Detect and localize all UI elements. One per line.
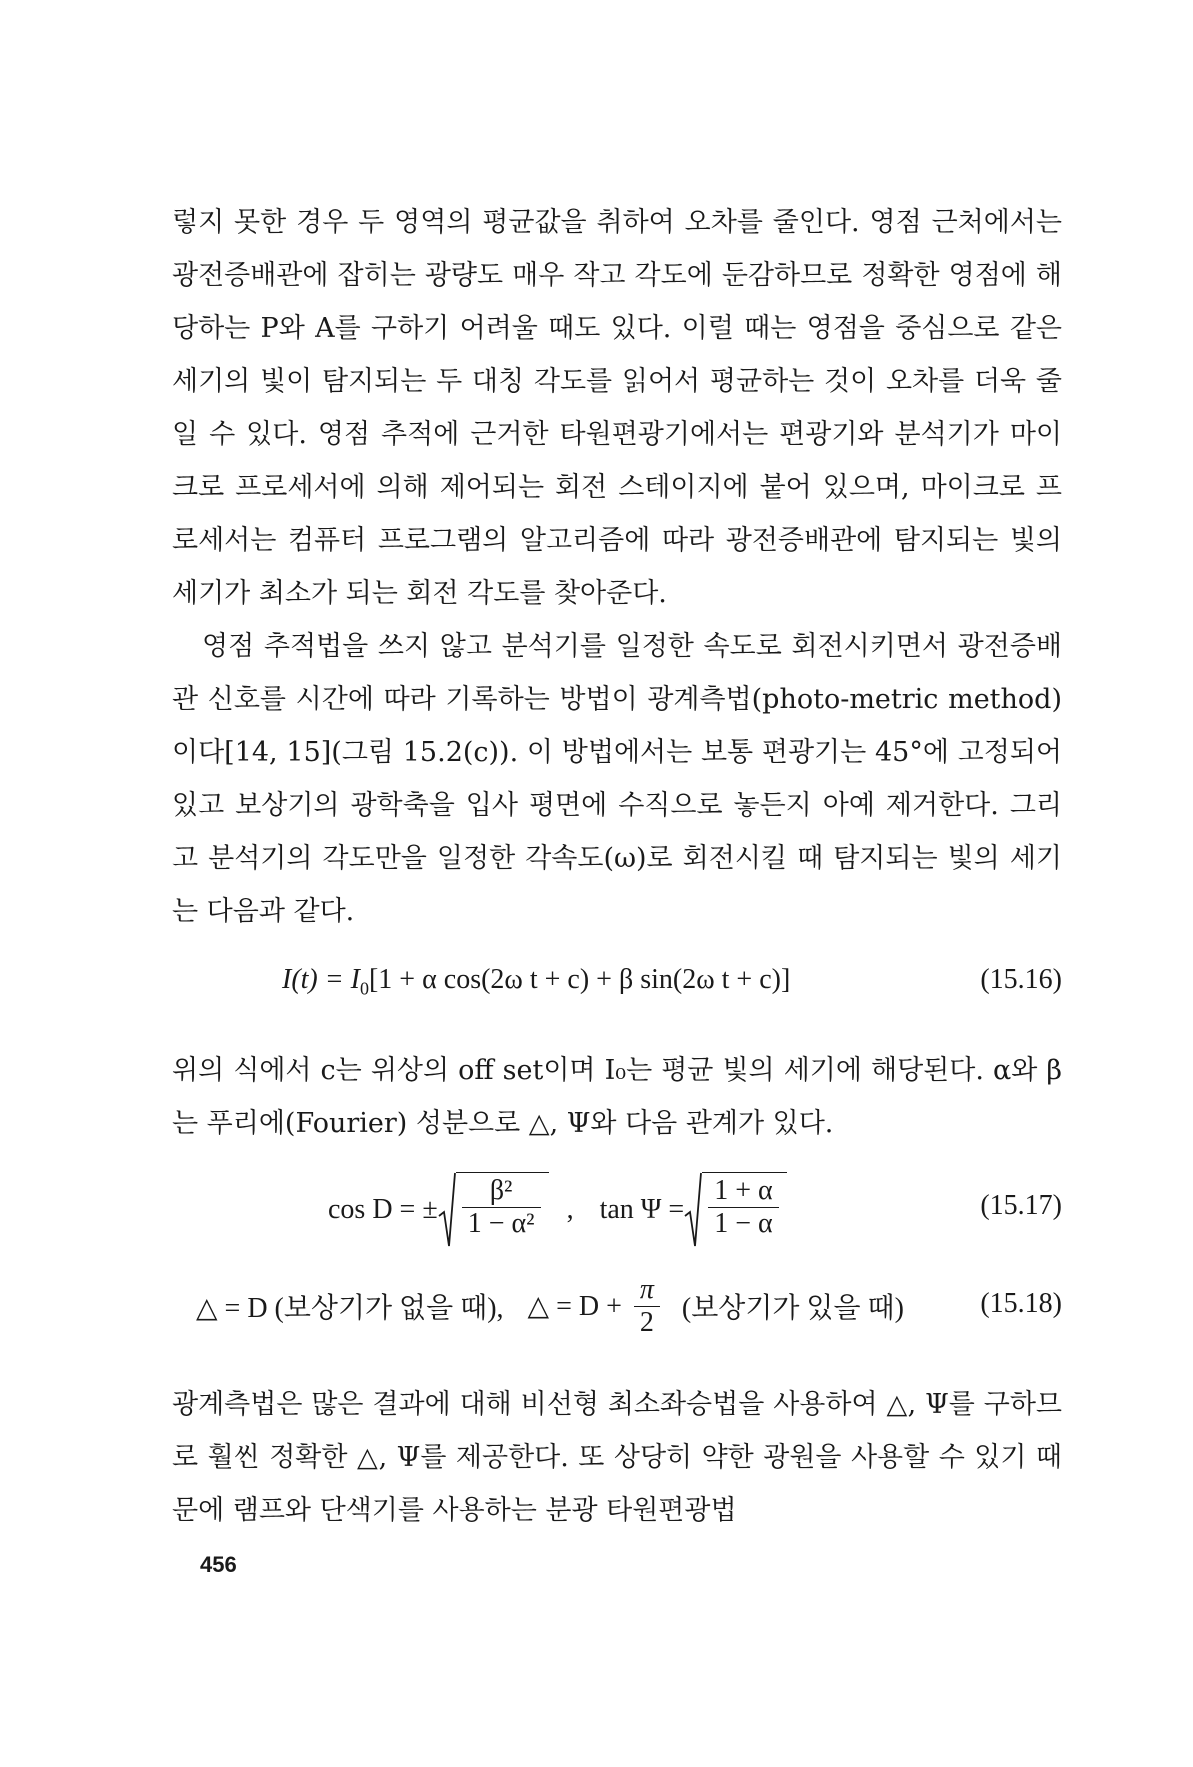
radical-symbol — [438, 1172, 456, 1248]
eq16-lhs: I(t) = I — [282, 964, 360, 995]
paragraph-1: 렇지 못한 경우 두 영역의 평균값을 취하여 오차를 줄인다. 영점 근처에서는 광전증배관에 잡히는 광량도 매우 작고 각도에 둔감하므로 정확한 영점에 해당하는 P와 A를 구하기 어려울 때도 있다. 이럴 때는 영점을 중심으로 같은 세기의 빛이 탐지되는 두 대칭 각도를 읽어서 평균하는 것이 오차를 더욱 줄일 수 있다. 영점 추적에 근거한 타원편광기에서는 편광기와 분석기가 마이크로 프로세서에 의해 제어되는 회전 스테이지에 붙어 있으며, 마이크로 프로세서는 컴퓨터 프로그램의 알고리즘에 따라 광전증배관에 탐지되는 빛의 세기가 최소가 되는 회전 각도를 찾아준다. — [172, 207, 1062, 609]
equation-15-17-body — [328, 1168, 787, 1252]
eq17-tan-radicand — [702, 1172, 786, 1248]
body-text-middle — [172, 1044, 1062, 1150]
equation-15-16 — [172, 964, 1062, 1004]
equation-number-15-18: (15.18) — [980, 1288, 1062, 1319]
equation-number-15-17: (15.17) — [980, 1190, 1062, 1221]
page-number: 456 — [200, 1552, 237, 1577]
paragraph-2: 영점 추적법을 쓰지 않고 분석기를 일정한 속도로 회전시키면서 광전증배관 신호를 시간에 따라 기록하는 방법이 광계측법(photo-metric method)이다[14, 15](그림 15.2(c)). 이 방법에서는 보통 편광기는 45°에 고정되어 있고 보상기의 광학축을 입사 평면에 수직으로 놓든지 아예 제거한다. 그리고 분석기의 각도만을 일정한 각속도(ω)로 회전시킬 때 탐지되는 빛의 세기는 다음과 같다. — [172, 631, 1062, 927]
eq16-lhs-sub: 0 — [359, 978, 369, 999]
eq18-pi: π — [634, 1274, 660, 1307]
body-text-bottom — [172, 1378, 1062, 1537]
eq18-part2: △ = D + — [527, 1291, 622, 1322]
equation-number-15-16: (15.16) — [980, 964, 1062, 995]
eq17-cos-label: cos D = ± — [328, 1194, 438, 1225]
sqrt-sign — [684, 1172, 786, 1248]
sqrt-sign — [438, 1172, 549, 1248]
eq17-tan-denominator: 1 − α — [714, 1208, 773, 1239]
eq17-tan-fraction — [708, 1175, 778, 1240]
eq17-tan-numerator: 1 + α — [708, 1175, 778, 1208]
paragraph-4: 광계측법은 많은 결과에 대해 비선형 최소좌승법을 사용하여 △, Ψ를 구하므로 훨씬 정확한 △, Ψ를 제공한다. 또 상당히 약한 광원을 사용할 수 있기 때문에 램프와 단색기를 사용하는 분광 타원편광법 — [172, 1389, 1062, 1526]
eq17-tan-label: tan Ψ = — [599, 1194, 685, 1225]
eq18-two: 2 — [639, 1306, 654, 1338]
equation-15-16-body — [282, 964, 790, 1000]
eq17-cos-denominator: 1 − α² — [467, 1208, 535, 1239]
eq17-separator: , — [566, 1194, 574, 1225]
eq18-part3: (보상기가 있을 때) — [681, 1293, 904, 1324]
equation-15-18 — [172, 1268, 1062, 1344]
eq17-cos-numerator: β² — [462, 1175, 541, 1208]
radical-symbol — [684, 1172, 702, 1248]
eq17-cos-fraction — [462, 1175, 541, 1240]
eq16-rhs: [1 + α cos(2ω t + c) + β sin(2ω t + c)] — [368, 964, 791, 995]
paragraph-3: 위의 식에서 c는 위상의 off set이며 I₀는 평균 빛의 세기에 해당된다. α와 β는 푸리에(Fourier) 성분으로 △, Ψ와 다음 관계가 있다. — [172, 1055, 1062, 1139]
equation-15-17 — [172, 1168, 1062, 1252]
eq18-fraction — [634, 1274, 660, 1339]
eq17-cos-radicand — [456, 1172, 549, 1248]
eq18-part1: △ = D (보상기가 없을 때), — [196, 1293, 504, 1324]
body-text-top — [172, 196, 1062, 938]
equation-15-18-body — [196, 1268, 904, 1344]
